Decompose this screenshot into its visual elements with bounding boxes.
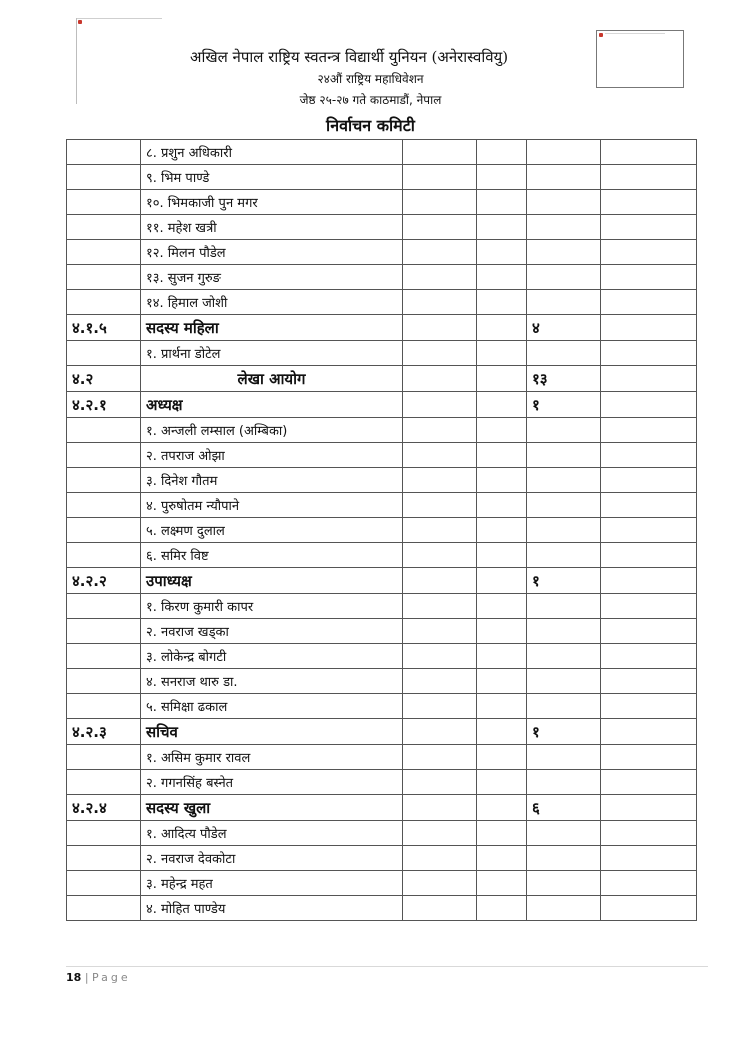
empty-cell xyxy=(403,240,477,265)
section-code-cell xyxy=(67,871,141,896)
empty-cell xyxy=(403,215,477,240)
empty-cell xyxy=(601,265,697,290)
empty-cell xyxy=(403,770,477,795)
table-row xyxy=(67,240,697,265)
count-cell xyxy=(527,543,601,568)
member-name-cell: ६. समिर विष्ट xyxy=(141,543,403,568)
empty-cell xyxy=(403,366,477,392)
empty-cell xyxy=(601,392,697,418)
section-code-cell xyxy=(67,619,141,644)
empty-cell xyxy=(477,543,527,568)
empty-cell xyxy=(477,165,527,190)
count-cell xyxy=(527,190,601,215)
section-row xyxy=(67,315,697,341)
section-code-cell xyxy=(67,644,141,669)
member-name-cell: २. नवराज खड्का xyxy=(141,619,403,644)
empty-cell xyxy=(601,315,697,341)
empty-cell xyxy=(403,896,477,921)
member-name-cell: १. अन्जली लम्साल (अम्बिका) xyxy=(141,418,403,443)
empty-cell xyxy=(477,669,527,694)
page-footer xyxy=(66,966,708,984)
empty-cell xyxy=(601,543,697,568)
count-cell xyxy=(527,745,601,770)
member-name-cell: ३. दिनेश गौतम xyxy=(141,468,403,493)
section-code-cell xyxy=(67,190,141,215)
table-row xyxy=(67,215,697,240)
empty-cell xyxy=(477,518,527,543)
member-name-cell: २. नवराज देवकोटा xyxy=(141,846,403,871)
count-cell xyxy=(527,871,601,896)
empty-cell xyxy=(601,366,697,392)
section-row xyxy=(67,392,697,418)
member-name-cell: १२. मिलन पौडेल xyxy=(141,240,403,265)
empty-cell xyxy=(403,265,477,290)
member-name-cell: ४. सनराज थारु डा. xyxy=(141,669,403,694)
table-row xyxy=(67,543,697,568)
table-row xyxy=(67,140,697,165)
empty-cell xyxy=(477,392,527,418)
count-cell: १३ xyxy=(527,366,601,392)
table-row xyxy=(67,871,697,896)
empty-cell xyxy=(601,795,697,821)
page-number: 18 xyxy=(66,971,82,984)
table-row xyxy=(67,694,697,719)
empty-cell xyxy=(403,568,477,594)
count-cell xyxy=(527,821,601,846)
section-row xyxy=(67,568,697,594)
empty-cell xyxy=(403,669,477,694)
table-row xyxy=(67,493,697,518)
empty-cell xyxy=(601,619,697,644)
member-name-cell: १. प्रार्थना डोटेल xyxy=(141,341,403,366)
member-name-cell: २. गगनसिंह बस्नेत xyxy=(141,770,403,795)
empty-cell xyxy=(601,140,697,165)
count-cell xyxy=(527,669,601,694)
table-row xyxy=(67,896,697,921)
table-row xyxy=(67,290,697,315)
section-code-cell xyxy=(67,341,141,366)
empty-cell xyxy=(601,165,697,190)
empty-cell xyxy=(601,468,697,493)
empty-cell xyxy=(477,215,527,240)
empty-cell xyxy=(477,719,527,745)
count-cell xyxy=(527,140,601,165)
empty-cell xyxy=(477,871,527,896)
section-code-cell xyxy=(67,265,141,290)
empty-cell xyxy=(601,341,697,366)
empty-cell xyxy=(601,846,697,871)
committee-table-body xyxy=(67,140,697,921)
empty-cell xyxy=(403,418,477,443)
empty-cell xyxy=(477,315,527,341)
empty-cell xyxy=(601,190,697,215)
count-cell: १ xyxy=(527,392,601,418)
empty-cell xyxy=(601,443,697,468)
count-cell xyxy=(527,265,601,290)
empty-cell xyxy=(477,366,527,392)
section-code-cell: ४.२.१ xyxy=(67,392,141,418)
empty-cell xyxy=(403,290,477,315)
member-name-cell: ३. लोकेन्द्र बोगटी xyxy=(141,644,403,669)
count-cell xyxy=(527,240,601,265)
count-cell xyxy=(527,619,601,644)
empty-cell xyxy=(477,594,527,619)
member-name-cell: २. तपराज ओझा xyxy=(141,443,403,468)
section-code-cell: ४.१.५ xyxy=(67,315,141,341)
section-title-cell: अध्यक्ष xyxy=(141,392,403,418)
section-code-cell: ४.२.२ xyxy=(67,568,141,594)
empty-cell xyxy=(403,871,477,896)
count-cell xyxy=(527,443,601,468)
member-name-cell: १०. भिमकाजी पुन मगर xyxy=(141,190,403,215)
section-code-cell: ४.२ xyxy=(67,366,141,392)
section-title-cell: सचिव xyxy=(141,719,403,745)
empty-cell xyxy=(601,418,697,443)
section-title-cell: सदस्य खुला xyxy=(141,795,403,821)
member-name-cell: ५. लक्ष्मण दुलाल xyxy=(141,518,403,543)
empty-cell xyxy=(477,770,527,795)
table-row xyxy=(67,619,697,644)
section-code-cell xyxy=(67,594,141,619)
empty-cell xyxy=(477,745,527,770)
empty-cell xyxy=(601,694,697,719)
section-row xyxy=(67,795,697,821)
member-name-cell: १. किरण कुमारी कापर xyxy=(141,594,403,619)
section-code-cell: ४.२.४ xyxy=(67,795,141,821)
image-placeholder-icon xyxy=(78,20,82,24)
section-code-cell xyxy=(67,896,141,921)
table-row xyxy=(67,770,697,795)
empty-cell xyxy=(403,392,477,418)
empty-cell xyxy=(403,694,477,719)
section-code-cell xyxy=(67,821,141,846)
empty-cell xyxy=(477,468,527,493)
section-title-cell: सदस्य महिला xyxy=(141,315,403,341)
section-code-cell xyxy=(67,694,141,719)
section-row xyxy=(67,719,697,745)
section-title-cell: लेखा आयोग xyxy=(141,366,403,392)
empty-cell xyxy=(403,619,477,644)
empty-cell xyxy=(477,290,527,315)
member-name-cell: ४. पुरुषोतम न्यौपाने xyxy=(141,493,403,518)
convention-date-place: जेष्ठ २५-२७ गते काठमाडौं, नेपाल xyxy=(299,93,442,107)
empty-cell xyxy=(477,795,527,821)
section-code-cell xyxy=(67,468,141,493)
empty-cell xyxy=(601,215,697,240)
empty-cell xyxy=(403,165,477,190)
count-cell xyxy=(527,518,601,543)
empty-cell xyxy=(601,594,697,619)
count-cell xyxy=(527,644,601,669)
empty-cell xyxy=(601,770,697,795)
table-row xyxy=(67,594,697,619)
table-row xyxy=(67,846,697,871)
member-name-cell: ३. महेन्द्र महत xyxy=(141,871,403,896)
count-cell xyxy=(527,896,601,921)
count-cell xyxy=(527,493,601,518)
section-code-cell xyxy=(67,418,141,443)
empty-cell xyxy=(403,341,477,366)
count-cell xyxy=(527,694,601,719)
count-cell: ६ xyxy=(527,795,601,821)
count-cell: १ xyxy=(527,719,601,745)
empty-cell xyxy=(477,240,527,265)
section-code-cell xyxy=(67,240,141,265)
empty-cell xyxy=(403,518,477,543)
empty-cell xyxy=(403,719,477,745)
section-code-cell: ४.२.३ xyxy=(67,719,141,745)
count-cell: १ xyxy=(527,568,601,594)
count-cell xyxy=(527,418,601,443)
empty-cell xyxy=(403,443,477,468)
page-label: Page xyxy=(92,971,131,984)
convention-name: २४औं राष्ट्रिय महाधिवेशन xyxy=(317,72,424,86)
empty-cell xyxy=(403,594,477,619)
empty-cell xyxy=(477,443,527,468)
organization-name: अखिल नेपाल राष्ट्रिय स्वतन्त्र विद्यार्थी युनियन (अनेरास्ववियु) xyxy=(190,48,509,66)
member-name-cell: ८. प्रशुन अधिकारी xyxy=(141,140,403,165)
image-placeholder-icon xyxy=(599,33,603,37)
empty-cell xyxy=(477,694,527,719)
section-code-cell xyxy=(67,846,141,871)
member-name-cell: १४. हिमाल जोशी xyxy=(141,290,403,315)
empty-cell xyxy=(477,619,527,644)
empty-cell xyxy=(403,468,477,493)
empty-cell xyxy=(477,846,527,871)
empty-cell xyxy=(601,240,697,265)
member-name-cell: ९. भिम पाण्डे xyxy=(141,165,403,190)
empty-cell xyxy=(477,418,527,443)
footer-separator: | xyxy=(84,971,89,984)
empty-cell xyxy=(477,821,527,846)
section-row xyxy=(67,366,697,392)
table-row xyxy=(67,644,697,669)
logo-caption-line xyxy=(605,33,665,36)
empty-cell xyxy=(403,493,477,518)
empty-cell xyxy=(403,821,477,846)
empty-cell xyxy=(601,644,697,669)
table-row xyxy=(67,518,697,543)
empty-cell xyxy=(601,518,697,543)
count-cell xyxy=(527,846,601,871)
table-row xyxy=(67,165,697,190)
empty-cell xyxy=(477,644,527,669)
empty-cell xyxy=(601,669,697,694)
member-name-cell: ११. महेश खत्री xyxy=(141,215,403,240)
empty-cell xyxy=(601,493,697,518)
table-row xyxy=(67,265,697,290)
table-row xyxy=(67,745,697,770)
empty-cell xyxy=(601,719,697,745)
section-code-cell xyxy=(67,745,141,770)
section-code-cell xyxy=(67,165,141,190)
section-code-cell xyxy=(67,493,141,518)
empty-cell xyxy=(403,543,477,568)
empty-cell xyxy=(477,568,527,594)
empty-cell xyxy=(601,871,697,896)
empty-cell xyxy=(477,493,527,518)
empty-cell xyxy=(403,846,477,871)
table-row xyxy=(67,443,697,468)
empty-cell xyxy=(601,290,697,315)
empty-cell xyxy=(403,190,477,215)
member-name-cell: ५. समिक्षा ढकाल xyxy=(141,694,403,719)
table-row xyxy=(67,669,697,694)
section-code-cell xyxy=(67,543,141,568)
member-name-cell: ४. मोहित पाण्डेय xyxy=(141,896,403,921)
logo-frame xyxy=(76,18,162,23)
table-row xyxy=(67,341,697,366)
member-name-cell: १. असिम कुमार रावल xyxy=(141,745,403,770)
section-code-cell xyxy=(67,215,141,240)
empty-cell xyxy=(477,190,527,215)
section-code-cell xyxy=(67,140,141,165)
empty-cell xyxy=(601,568,697,594)
count-cell xyxy=(527,770,601,795)
section-code-cell xyxy=(67,290,141,315)
empty-cell xyxy=(477,265,527,290)
count-cell xyxy=(527,290,601,315)
count-cell xyxy=(527,341,601,366)
table-row xyxy=(67,418,697,443)
table-row xyxy=(67,821,697,846)
empty-cell xyxy=(403,315,477,341)
count-cell xyxy=(527,215,601,240)
page-title: निर्वाचन कमिटी xyxy=(326,116,415,135)
count-cell xyxy=(527,594,601,619)
section-code-cell xyxy=(67,770,141,795)
section-code-cell xyxy=(67,518,141,543)
empty-cell xyxy=(477,341,527,366)
empty-cell xyxy=(403,745,477,770)
empty-cell xyxy=(403,795,477,821)
table-row xyxy=(67,468,697,493)
member-name-cell: १३. सुजन गुरुङ xyxy=(141,265,403,290)
committee-table xyxy=(66,139,697,921)
section-code-cell xyxy=(67,443,141,468)
member-name-cell: १. आदित्य पौडेल xyxy=(141,821,403,846)
section-title-cell: उपाध्यक्ष xyxy=(141,568,403,594)
empty-cell xyxy=(601,745,697,770)
empty-cell xyxy=(477,896,527,921)
empty-cell xyxy=(403,644,477,669)
section-code-cell xyxy=(67,669,141,694)
count-cell xyxy=(527,165,601,190)
empty-cell xyxy=(403,140,477,165)
table-row xyxy=(67,190,697,215)
empty-cell xyxy=(601,821,697,846)
count-cell: ४ xyxy=(527,315,601,341)
count-cell xyxy=(527,468,601,493)
empty-cell xyxy=(477,140,527,165)
empty-cell xyxy=(601,896,697,921)
